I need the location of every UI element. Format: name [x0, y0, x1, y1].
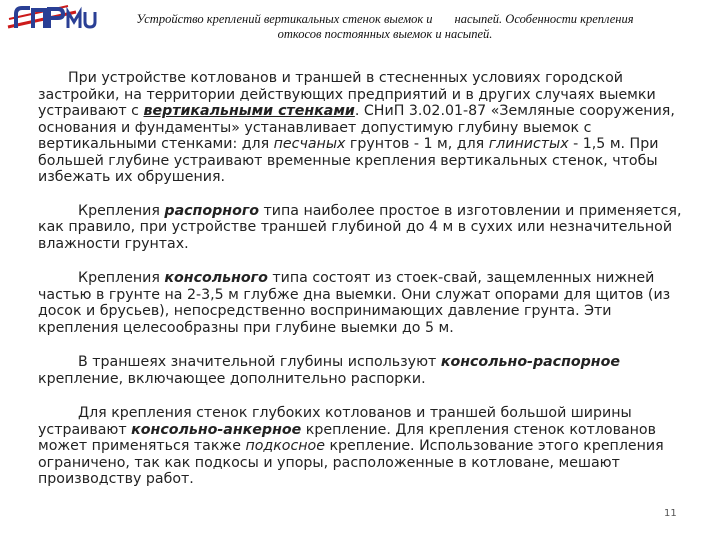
text-run: - 1,5 м. При большей глубине устраивают временные крепления вертикальных стенок, чтобы избежать их обрушения.: [38, 136, 659, 185]
body-text: [38, 70, 686, 506]
text-run: крепление. Для крепления стенок котлованов может применяться также: [38, 421, 656, 454]
term-sandy: песчаных: [273, 136, 346, 152]
paragraph-4: [38, 354, 686, 387]
paragraph-5: [38, 405, 686, 488]
term-brace: подкосное: [245, 438, 325, 454]
term-cantilever-strut: консольно-распорное: [440, 354, 620, 370]
text-run: Крепления: [78, 270, 165, 286]
text-run: В траншеях значительной глубины используют: [78, 354, 441, 370]
term-vertical-walls: вертикальными стенками: [143, 103, 355, 119]
text-run: типа наиболее простое в изготовлении и применяется, как правило, при устройстве траншей глубиной до 4 м в сухих или незначительной влажности грунтах.: [38, 202, 682, 252]
page-number: 11: [664, 508, 677, 519]
header-line-2: откосов постоянных выемок и насыпей.: [277, 27, 493, 41]
term-cantilever: консольного: [164, 270, 268, 286]
paragraph-3: [38, 270, 686, 336]
text-run: типа состоят из стоек-свай, защемленных нижней частью в грунте на 2-3,5 м глубже дна выемки. Они служат опорами для щитов (из досок и брусьев), непосредственно воспринимающих давление грунта. Эти крепления целесообразны при глубине выемки до 5 м.: [38, 270, 671, 336]
term-strut: распорного: [164, 202, 259, 219]
text-run: При устройстве котлованов и траншей в стесненных условиях городской застройки, на территории действующих предприятий и в других случаях выемки устраивают с: [38, 70, 656, 119]
slide-header: [80, 12, 690, 42]
header-line-1: [80, 12, 690, 27]
text-run: Для крепления стенок глубоких котлованов и траншей большой ширины устраивают: [38, 405, 632, 438]
term-cantilever-anchor: консольно-анкерное: [131, 421, 302, 438]
paragraph-1: [38, 70, 686, 186]
term-clay: глинистых: [488, 136, 569, 152]
text-run: крепление, включающее дополнительно распорки.: [38, 370, 426, 387]
header-line-1-right: насыпей. Особенности крепления: [454, 12, 634, 26]
text-run: крепление. Использование этого крепления ограничено, так как подкосы и упоры, расположенные в котловане, мешают производству работ.: [38, 438, 664, 487]
text-run: Крепления: [78, 202, 165, 219]
text-run: грунтов - 1 м, для: [345, 136, 489, 152]
text-run: . СНиП 3.02.01-87 «Земляные сооружения, основания и фундаменты» устанавливает допустимую глубину выемок с вертикальными стенками: для: [38, 103, 675, 152]
header-line-1-left: Устройство креплений вертикальных стенок выемок и: [136, 12, 433, 26]
paragraph-2: [38, 203, 686, 253]
